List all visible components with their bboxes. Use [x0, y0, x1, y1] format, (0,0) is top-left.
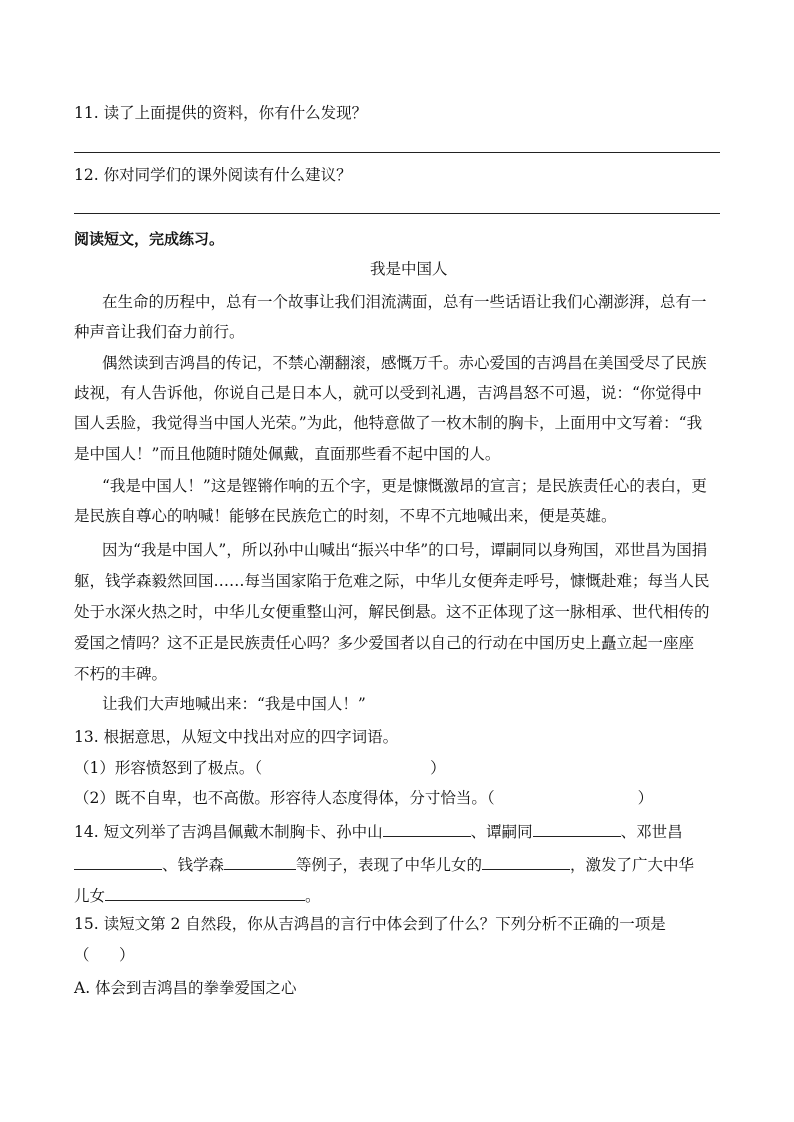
article-line: 因为“我是中国人”，所以孙中山喊出“振兴中华”的口号，谭嗣同以身殉国，邓世昌为国捐	[102, 541, 708, 559]
question-13-stem: 13. 根据意思，从短文中找出对应的四字词语。	[74, 728, 399, 746]
question-15-paren[interactable]: （ ）	[74, 946, 135, 964]
q14-text: 14. 短文列举了吉鸿昌佩戴木制胸卡、孙中山	[74, 823, 383, 841]
blank-sun-zhongshan[interactable]	[383, 820, 471, 837]
q14-text: 。	[305, 887, 321, 905]
article-line: 偶然读到吉鸿昌的传记，不禁心潮翻滚，感慨万千。赤心爱国的吉鸿昌在美国受尽了民族	[102, 354, 707, 372]
section-heading: 阅读短文，完成练习。	[74, 230, 225, 248]
article-line: 处于水深火热之时，中华儿女便重整山河，解民倒悬。这不正体现了这一脉相承、世代相传的	[74, 603, 710, 621]
blank-qian-xuesen[interactable]	[224, 853, 296, 870]
answer-line-11	[74, 152, 720, 153]
question-11: 11. 读了上面提供的资料，你有什么发现？	[74, 104, 368, 122]
item-2-text: （2）既不自卑，也不高傲。形容待人态度得体，分寸恰当。（	[74, 789, 495, 807]
question-14-line-1	[74, 820, 683, 842]
article-line: 国人丢脸，我觉得当中国人光荣。”为此，他特意做了一枚木制的胸卡，上面用中文写着：“我	[74, 414, 703, 432]
question-15-option-a[interactable]: A. 体会到吉鸿昌的拳拳爱国之心	[74, 979, 297, 997]
item-1-text: （1）形容愤怒到了极点。（	[74, 759, 263, 777]
article-line: 是民族自尊心的呐喊！能够在民族危亡的时刻，不卑不亢地喊出来，便是英雄。	[74, 507, 617, 525]
question-13-item-2	[74, 788, 653, 808]
question-15-stem: 15. 读短文第 2 自然段，你从吉鸿昌的言行中体会到了什么？下列分析不正确的一项是	[74, 915, 666, 933]
article-line: “我是中国人！”这是铿锵作响的五个字，更是慷慨激昂的宣言；是民族责任心的表白，更	[102, 477, 707, 495]
q14-text: 、谭嗣同	[470, 823, 533, 841]
blank-tan-sitong[interactable]	[533, 820, 621, 837]
article-line: 在生命的历程中，总有一个故事让我们泪流满面，总有一些话语让我们心潮澎湃，总有一	[102, 293, 707, 311]
q14-text: 、钱学森	[162, 856, 225, 874]
blank-inspired[interactable]	[105, 884, 305, 901]
q14-text: 、邓世昌	[620, 823, 683, 841]
q14-text: 儿女	[74, 887, 106, 905]
article-title: 我是中国人	[370, 260, 448, 278]
question-12: 12. 你对同学们的课外阅读有什么建议？	[74, 166, 352, 184]
article-line: 不朽的丰碑。	[74, 665, 168, 683]
article-line: 爱国之情吗？这不正是民族责任心吗？多少爱国者以自己的行动在中国历史上矗立起一座座	[74, 634, 695, 652]
article-line: 是中国人！”而且他随时随处佩戴，直面那些看不起中国的人。	[74, 445, 501, 463]
article-line: 歧视，有人告诉他，你说自己是日本人，就可以受到礼遇，吉鸿昌怒不可遏，说：“你觉得中	[74, 384, 702, 402]
blank-deng-shichang[interactable]	[74, 853, 162, 870]
question-13-item-1	[74, 758, 446, 778]
item-1-close: ）	[430, 759, 446, 777]
article-line: 躯，钱学森毅然回国……每当国家陷于危难之际，中华儿女便奔走呼号，慷慨赴难；每当人民	[74, 572, 710, 590]
blank-spirit[interactable]	[482, 853, 570, 870]
answer-line-12	[74, 213, 720, 214]
q14-text: ，激发了广大中华	[570, 856, 695, 874]
question-14-line-2	[74, 853, 694, 875]
article-line: 让我们大声地喊出来：“我是中国人！”	[102, 695, 366, 713]
item-2-close: ）	[637, 789, 654, 807]
question-14-line-3	[74, 884, 321, 906]
article-line: 种声音让我们奋力前行。	[74, 323, 245, 341]
q14-text: 等例子，表现了中华儿女的	[296, 856, 483, 874]
